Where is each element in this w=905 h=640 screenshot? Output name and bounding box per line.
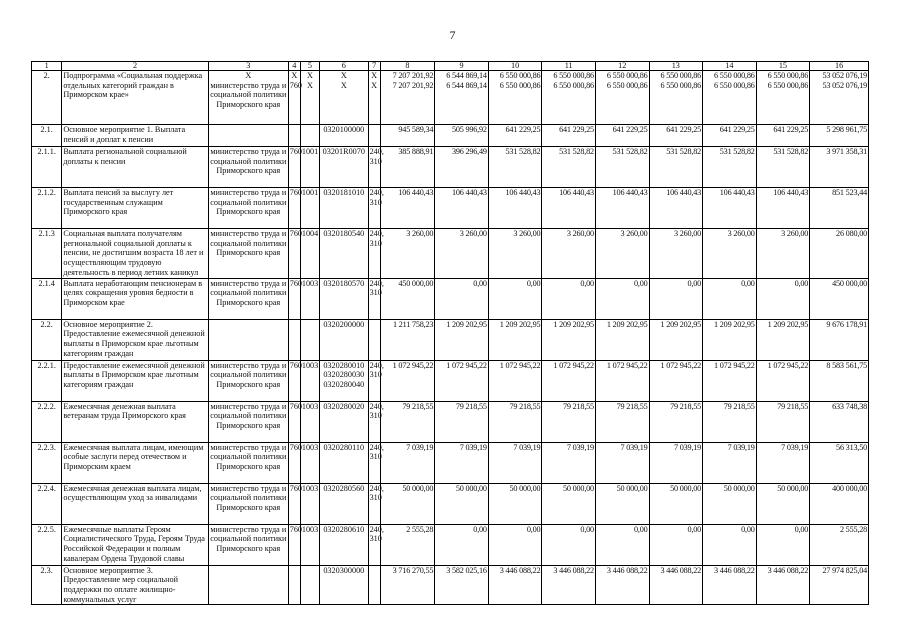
expense-type: 240, 310 — [368, 442, 380, 483]
amount-cell: 26 080,00 — [810, 229, 869, 279]
amount-cell — [380, 71, 435, 125]
amount-cell: 1 209 202,95 — [756, 319, 810, 360]
section-code: 1001 — [300, 188, 319, 229]
amount-cell: 0,00 — [488, 524, 542, 565]
section-code: 1003 — [300, 483, 319, 524]
amount-cell: 1 209 202,95 — [703, 319, 757, 360]
column-number: 6 — [320, 62, 369, 71]
amount-cell: 1 072 945,22 — [380, 360, 435, 401]
amount-cell: 385 888,91 — [380, 147, 435, 188]
amount-cell: 0,00 — [649, 278, 703, 319]
amount-cell: 0,00 — [595, 524, 649, 565]
amount-cell: 50 000,00 — [488, 483, 542, 524]
amount-cell: 3 446 088,22 — [542, 565, 596, 605]
target-article: 0320100000 — [320, 125, 369, 147]
column-number: 13 — [649, 62, 703, 71]
column-number: 5 — [300, 62, 319, 71]
amount-cell: 50 000,00 — [756, 483, 810, 524]
amount-cell: 5 298 961,75 — [810, 125, 869, 147]
amount-cell: 79 218,55 — [435, 401, 489, 442]
amount-cell: 1 209 202,95 — [542, 319, 596, 360]
amount-cell: 1 072 945,22 — [756, 360, 810, 401]
table-row — [32, 319, 869, 360]
grbs-code: 760 — [288, 401, 300, 442]
amount-cell: 106 440,43 — [649, 188, 703, 229]
column-number: 12 — [595, 62, 649, 71]
target-article: 03201R0070 — [320, 147, 369, 188]
section-code: 1003 — [300, 278, 319, 319]
section-code: 1001 — [300, 147, 319, 188]
expense-type: 240, 310 — [368, 188, 380, 229]
amount-cell: 1 072 945,22 — [703, 360, 757, 401]
row-number: 2.2.2. — [32, 401, 62, 442]
amount-cell — [756, 71, 810, 125]
grbs-code — [288, 125, 300, 147]
amount-cell: 3 260,00 — [435, 229, 489, 279]
table-row — [32, 147, 869, 188]
target-article: 0320280110 — [320, 442, 369, 483]
amount-cell: 1 211 758,23 — [380, 319, 435, 360]
amount-cell: 9 676 178,91 — [810, 319, 869, 360]
column-number: 15 — [756, 62, 810, 71]
expense-type: 240, 310 — [368, 360, 380, 401]
table-row — [32, 524, 869, 565]
target-article: 0320300000 — [320, 565, 369, 605]
grbs-code: 760 — [288, 360, 300, 401]
row-number: 2.1.1. — [32, 147, 62, 188]
table-row — [32, 125, 869, 147]
target-article — [320, 71, 369, 125]
row-name: Выплата региональной социальной доплаты к пенсии — [62, 147, 209, 188]
amount-cell: 396 296,49 — [435, 147, 489, 188]
amount-cell-line: 6 550 000,86 — [714, 71, 755, 80]
expense-type-line: Х — [371, 71, 378, 80]
amount-cell: 1 209 202,95 — [595, 319, 649, 360]
amount-cell: 2 555,28 — [810, 524, 869, 565]
amount-cell: 8 583 561,75 — [810, 360, 869, 401]
row-name: Выплата неработающим пенсионерам в целях сокращения уровня бедности в Приморском крае — [62, 278, 209, 319]
amount-cell: 27 974 825,04 — [810, 565, 869, 605]
target-article: 0320181010 — [320, 188, 369, 229]
target-article: 0320280560 — [320, 483, 369, 524]
amount-cell: 0,00 — [649, 524, 703, 565]
amount-cell: 1 072 945,22 — [649, 360, 703, 401]
executor: министерство труда и социальной политики Приморского края — [208, 229, 288, 279]
amount-cell: 641 229,25 — [703, 125, 757, 147]
amount-cell: 3 260,00 — [756, 229, 810, 279]
amount-cell: 505 996,92 — [435, 125, 489, 147]
executor: министерство труда и социальной политики Приморского края — [208, 278, 288, 319]
executor — [208, 565, 288, 605]
amount-cell-line: 53 052 076,19 — [822, 71, 867, 80]
table-row — [32, 565, 869, 605]
amount-cell: 7 039,19 — [542, 442, 596, 483]
amount-cell: 531 528,82 — [542, 147, 596, 188]
budget-table — [31, 61, 869, 605]
target-article: 0320180570 — [320, 278, 369, 319]
amount-cell: 531 528,82 — [649, 147, 703, 188]
amount-cell: 50 000,00 — [380, 483, 435, 524]
amount-cell: 3 971 358,31 — [810, 147, 869, 188]
section-code: 1003 — [300, 442, 319, 483]
table-row — [32, 360, 869, 401]
amount-cell: 3 716 270,55 — [380, 565, 435, 605]
row-number: 2. — [32, 71, 62, 125]
amount-cell: 0,00 — [756, 524, 810, 565]
executor: министерство труда и социальной политики Приморского края — [208, 524, 288, 565]
expense-type: 240, 310 — [368, 229, 380, 279]
grbs-code — [288, 319, 300, 360]
executor — [208, 125, 288, 147]
column-number: 16 — [810, 62, 869, 71]
amount-cell: 50 000,00 — [542, 483, 596, 524]
amount-cell-line: 6 544 869,14 — [446, 71, 487, 80]
amount-cell: 7 039,19 — [595, 442, 649, 483]
amount-cell: 1 209 202,95 — [435, 319, 489, 360]
row-name: Социальная выплата получателям региональной социальной доплаты к пенсии, не достигшим возраста 18 лет и осуществляющим трудовую деятельность в период летних каникул — [62, 229, 209, 279]
table-row — [32, 229, 869, 279]
amount-cell: 106 440,43 — [435, 188, 489, 229]
table-row — [32, 278, 869, 319]
amount-cell: 3 446 088,22 — [703, 565, 757, 605]
row-name: Основное мероприятие 1. Выплата пенсий и доплат к пенсии — [62, 125, 209, 147]
section-code: 1004 — [300, 229, 319, 279]
amount-cell: 0,00 — [756, 278, 810, 319]
row-number: 2.1.3 — [32, 229, 62, 279]
amount-cell-line: 6 550 000,86 — [767, 71, 809, 80]
row-name: Ежемесячная денежная выплата лицам, осуществляющим уход за инвалидами — [62, 483, 209, 524]
amount-cell-line: 7 207 201,92 — [392, 71, 434, 80]
column-number: 9 — [435, 62, 489, 71]
amount-cell-line: 6 550 000,86 — [499, 80, 541, 90]
amount-cell: 7 039,19 — [488, 442, 542, 483]
amount-cell: 50 000,00 — [595, 483, 649, 524]
amount-cell: 3 446 088,22 — [649, 565, 703, 605]
amount-cell-line: 6 550 000,86 — [660, 71, 702, 80]
row-number: 2.2.1. — [32, 360, 62, 401]
table-row — [32, 442, 869, 483]
amount-cell: 79 218,55 — [380, 401, 435, 442]
grbs-code-line: 760 — [289, 80, 302, 90]
amount-cell-line: 6 550 000,86 — [767, 80, 809, 90]
target-article: 0320180540 — [320, 229, 369, 279]
amount-cell: 106 440,43 — [488, 188, 542, 229]
section-code — [300, 319, 319, 360]
amount-cell: 1 209 202,95 — [649, 319, 703, 360]
section-code-line: Х — [306, 71, 313, 80]
row-number: 2.1. — [32, 125, 62, 147]
amount-cell: 851 523,44 — [810, 188, 869, 229]
row-number: 2.2.3. — [32, 442, 62, 483]
executor: министерство труда и социальной политики Приморского края — [208, 442, 288, 483]
amount-cell: 3 260,00 — [703, 229, 757, 279]
expense-type: 240, 310 — [368, 401, 380, 442]
executor — [208, 319, 288, 360]
amount-cell-line: 6 550 000,86 — [553, 71, 594, 80]
amount-cell-line: 6 544 869,14 — [446, 80, 487, 90]
target-article-line: Х — [340, 80, 347, 90]
amount-cell: 1 072 945,22 — [488, 360, 542, 401]
row-name: Ежемесячная выплата лицам, имеющим особые заслуги перед отечеством и Приморским краем — [62, 442, 209, 483]
row-name: Ежемесячная денежная выплата ветеранам труда Приморского края — [62, 401, 209, 442]
section-code: 1003 — [300, 360, 319, 401]
column-number: 2 — [62, 62, 209, 71]
amount-cell-line: 6 550 000,86 — [606, 71, 648, 80]
amount-cell: 531 528,82 — [756, 147, 810, 188]
amount-cell: 7 039,19 — [649, 442, 703, 483]
amount-cell: 400 000,00 — [810, 483, 869, 524]
amount-cell: 50 000,00 — [703, 483, 757, 524]
executor: министерство труда и социальной политики Приморского края — [208, 188, 288, 229]
section-code — [300, 125, 319, 147]
section-code-line: Х — [306, 80, 313, 90]
row-number: 2.1.2. — [32, 188, 62, 229]
table-row — [32, 483, 869, 524]
amount-cell: 641 229,25 — [542, 125, 596, 147]
grbs-code-line: Х — [291, 71, 298, 80]
amount-cell: 641 229,25 — [649, 125, 703, 147]
grbs-code: 760 — [288, 188, 300, 229]
amount-cell-line: 6 550 000,86 — [606, 80, 648, 90]
amount-cell: 1 072 945,22 — [435, 360, 489, 401]
grbs-code — [288, 565, 300, 605]
amount-cell: 0,00 — [435, 524, 489, 565]
amount-cell — [542, 71, 596, 125]
row-number: 2.2. — [32, 319, 62, 360]
grbs-code: 760 — [288, 278, 300, 319]
amount-cell: 0,00 — [542, 524, 596, 565]
column-number: 4 — [288, 62, 300, 71]
amount-cell-line: 6 550 000,86 — [714, 80, 755, 90]
expense-type — [368, 71, 380, 125]
section-code: 1003 — [300, 401, 319, 442]
target-article: 0320200000 — [320, 319, 369, 360]
amount-cell: 106 440,43 — [703, 188, 757, 229]
amount-cell-line: 6 550 000,86 — [660, 80, 702, 90]
page-number: 7 — [449, 28, 456, 42]
executor: министерство труда и социальной политики Приморского края — [208, 483, 288, 524]
amount-cell: 79 218,55 — [649, 401, 703, 442]
row-name: Выплата пенсий за выслугу лет государственным служащим Приморского края — [62, 188, 209, 229]
amount-cell: 56 313,50 — [810, 442, 869, 483]
amount-cell — [595, 71, 649, 125]
amount-cell: 106 440,43 — [756, 188, 810, 229]
amount-cell: 641 229,25 — [488, 125, 542, 147]
row-name: Основное мероприятие 3. Предоставление мер социальной поддержки по оплате жилищно-коммунальных услуг — [62, 565, 209, 605]
expense-type: 240, 310 — [368, 278, 380, 319]
amount-cell: 106 440,43 — [542, 188, 596, 229]
amount-cell-line: 6 550 000,86 — [553, 80, 594, 90]
expense-type — [368, 125, 380, 147]
amount-cell: 0,00 — [488, 278, 542, 319]
row-name: Основное мероприятие 2. Предоставление ежемесячной денежной выплаты в Приморском крае льготным категориям граждан — [62, 319, 209, 360]
section-code: 1003 — [300, 524, 319, 565]
amount-cell: 641 229,25 — [756, 125, 810, 147]
grbs-code: 760 — [288, 483, 300, 524]
amount-cell: 79 218,55 — [756, 401, 810, 442]
amount-cell: 50 000,00 — [435, 483, 489, 524]
amount-cell: 1 072 945,22 — [595, 360, 649, 401]
amount-cell — [435, 71, 489, 125]
expense-type: 240, 310 — [368, 483, 380, 524]
amount-cell: 2 555,28 — [380, 524, 435, 565]
expense-type — [368, 565, 380, 605]
row-number: 2.1.4 — [32, 278, 62, 319]
amount-cell: 0,00 — [703, 278, 757, 319]
amount-cell: 531 528,82 — [488, 147, 542, 188]
amount-cell-line: 6 550 000,86 — [499, 71, 541, 80]
target-article-line: Х — [340, 71, 347, 80]
grbs-code: 760 — [288, 229, 300, 279]
amount-cell: 0,00 — [703, 524, 757, 565]
amount-cell-line: 53 052 076,19 — [822, 80, 867, 90]
amount-cell: 1 209 202,95 — [488, 319, 542, 360]
amount-cell: 79 218,55 — [488, 401, 542, 442]
amount-cell: 3 446 088,22 — [756, 565, 810, 605]
column-number: 10 — [488, 62, 542, 71]
expense-type: 240, 310 — [368, 147, 380, 188]
amount-cell — [649, 71, 703, 125]
target-article: 0320280020 — [320, 401, 369, 442]
row-name: Подпрограмма «Социальная поддержка отдельных категорий граждан в Приморском крае» — [62, 71, 209, 125]
expense-type: 240, 310 — [368, 524, 380, 565]
amount-cell: 531 528,82 — [703, 147, 757, 188]
expense-type — [368, 319, 380, 360]
column-number: 1 — [32, 62, 62, 71]
amount-cell: 7 039,19 — [756, 442, 810, 483]
amount-cell: 3 260,00 — [380, 229, 435, 279]
amount-cell: 3 260,00 — [488, 229, 542, 279]
amount-cell-line: 7 207 201,92 — [392, 80, 434, 90]
row-name: Предоставление ежемесячной денежной выплаты в Приморском крае льготным категориям граждан — [62, 360, 209, 401]
column-number: 11 — [542, 62, 596, 71]
section-code — [300, 71, 319, 125]
amount-cell — [703, 71, 757, 125]
section-code — [300, 565, 319, 605]
amount-cell — [488, 71, 542, 125]
grbs-code: 760 — [288, 442, 300, 483]
executor — [208, 71, 288, 125]
column-number: 7 — [368, 62, 380, 71]
executor-line: Х — [245, 71, 252, 80]
amount-cell: 3 582 025,16 — [435, 565, 489, 605]
row-number: 2.3. — [32, 565, 62, 605]
row-number: 2.2.5. — [32, 524, 62, 565]
amount-cell: 3 260,00 — [649, 229, 703, 279]
grbs-code: 760 — [288, 524, 300, 565]
table-row — [32, 71, 869, 125]
amount-cell: 1 072 945,22 — [542, 360, 596, 401]
amount-cell: 450 000,00 — [810, 278, 869, 319]
target-article: 0320280610 — [320, 524, 369, 565]
column-number-row — [32, 62, 869, 71]
executor: министерство труда и социальной политики Приморского края — [208, 401, 288, 442]
amount-cell: 633 748,38 — [810, 401, 869, 442]
amount-cell: 7 039,19 — [435, 442, 489, 483]
column-number: 14 — [703, 62, 757, 71]
table-row — [32, 401, 869, 442]
amount-cell: 3 446 088,22 — [595, 565, 649, 605]
expense-type-line: Х — [371, 80, 378, 90]
executor-line: министерство труда и социальной политики Приморского края — [210, 80, 287, 110]
amount-cell: 531 528,82 — [595, 147, 649, 188]
amount-cell: 0,00 — [542, 278, 596, 319]
amount-cell: 79 218,55 — [542, 401, 596, 442]
executor: министерство труда и социальной политики Приморского края — [208, 360, 288, 401]
row-number: 2.2.4. — [32, 483, 62, 524]
amount-cell: 450 000,00 — [380, 278, 435, 319]
column-number: 8 — [380, 62, 435, 71]
amount-cell: 7 039,19 — [380, 442, 435, 483]
amount-cell — [810, 71, 869, 125]
amount-cell: 79 218,55 — [703, 401, 757, 442]
amount-cell: 945 589,34 — [380, 125, 435, 147]
grbs-code: 760 — [288, 147, 300, 188]
amount-cell: 3 260,00 — [595, 229, 649, 279]
executor: министерство труда и социальной политики Приморского края — [208, 147, 288, 188]
amount-cell: 0,00 — [595, 278, 649, 319]
amount-cell: 3 260,00 — [542, 229, 596, 279]
amount-cell: 7 039,19 — [703, 442, 757, 483]
amount-cell: 106 440,43 — [380, 188, 435, 229]
amount-cell: 0,00 — [435, 278, 489, 319]
amount-cell: 106 440,43 — [595, 188, 649, 229]
grbs-code — [288, 71, 300, 125]
amount-cell: 79 218,55 — [595, 401, 649, 442]
amount-cell: 641 229,25 — [595, 125, 649, 147]
table-row — [32, 188, 869, 229]
target-article: 0320280010 0320280030 0320280040 — [320, 360, 369, 401]
amount-cell: 50 000,00 — [649, 483, 703, 524]
amount-cell: 3 446 088,22 — [488, 565, 542, 605]
column-number: 3 — [208, 62, 288, 71]
row-name: Ежемесячные выплаты Героям Социалистического Труда, Героям Труда Российской Федерации и полным кавалерам Ордена Трудовой славы — [62, 524, 209, 565]
